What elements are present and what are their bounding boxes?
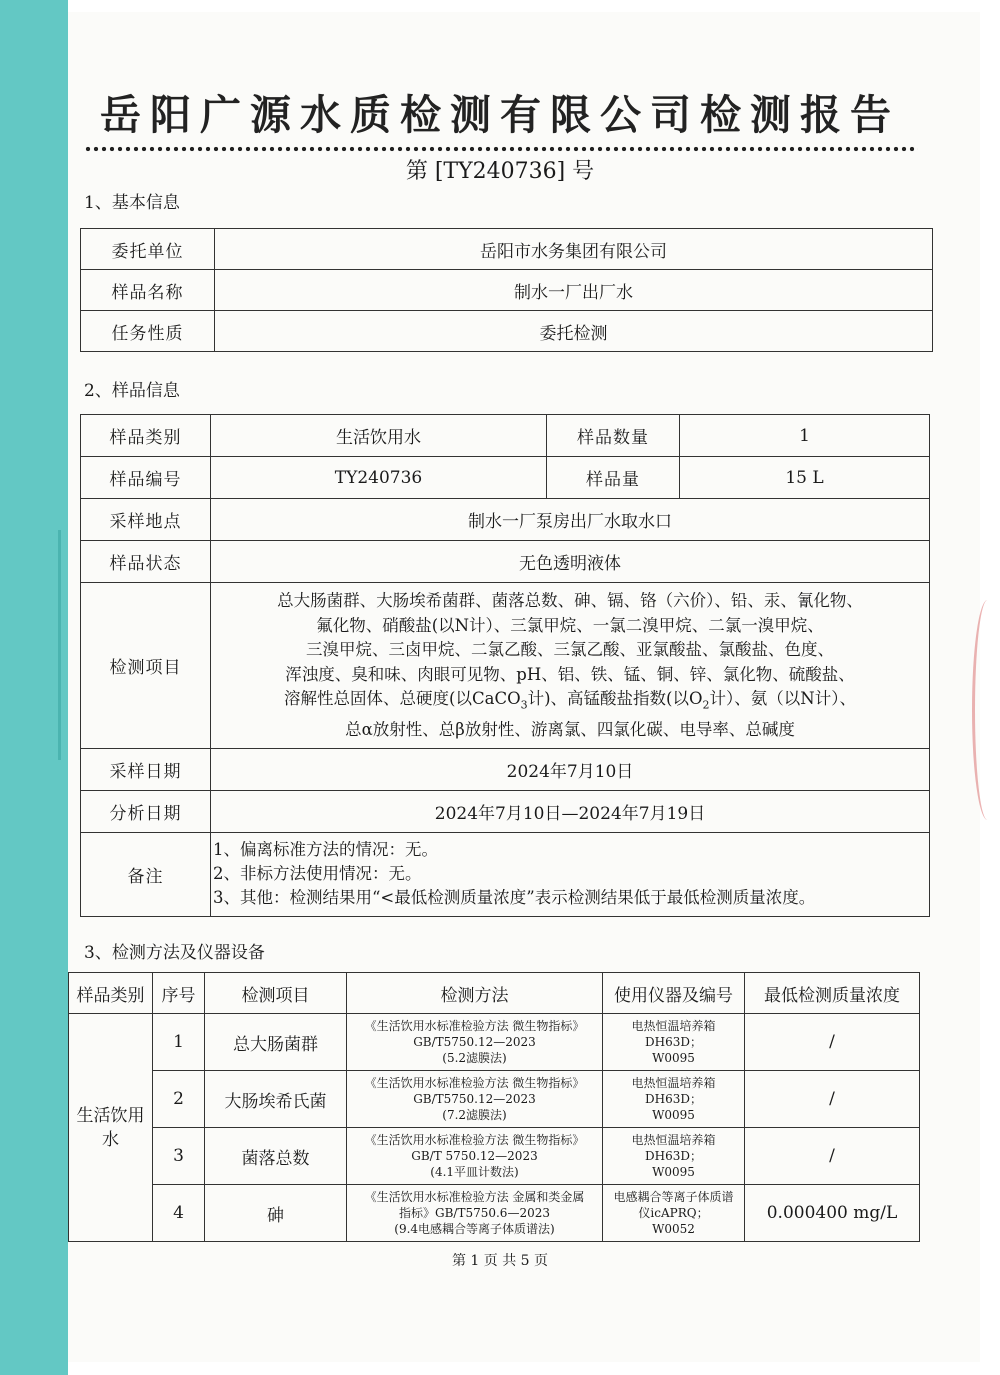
row-no: 3 [153,1128,205,1185]
items-line: 总α放射性、总β放射性、游离氯、四氯化碳、电导率、总碱度 [345,719,795,739]
instrument-line: DH63D； [645,1149,702,1163]
scan-margin-strip [0,0,68,1375]
instrument-line: 电热恒温培养箱 [631,1133,716,1147]
table-row [69,1071,920,1128]
instrument-line: DH63D； [645,1035,702,1049]
col-header: 检测方法 [347,973,603,1014]
instrument-line: DH63D； [645,1092,702,1106]
row-no: 2 [153,1071,205,1128]
method-line: 《生活饮用水标准检验方法 微生物指标》 [364,1019,585,1033]
table-row [81,583,930,749]
row-limit: / [745,1014,920,1071]
table-header-row [69,973,920,1014]
items-text: 溶解性总固体、总硬度(以CaCO [284,689,521,708]
table-row [81,311,933,352]
table-row [81,541,930,583]
col-header: 样品类别 [69,973,153,1014]
row-item: 砷 [205,1185,347,1242]
method-line: 《生活饮用水标准检验方法 金属和类金属 [364,1190,585,1204]
table-row [81,833,930,917]
sample-info-table [80,414,930,917]
row-instrument [603,1014,745,1071]
row-instrument [603,1071,745,1128]
basic-info-table [80,228,933,352]
notes-label: 备注 [81,833,211,917]
items-line: 氟化物、硝酸盐(以N计）、三氯甲烷、一氯二溴甲烷、二氯一溴甲烷、 [316,615,824,635]
method-line: GB/T5750.12—2023 [413,1035,536,1049]
items-text: 计)、高锰酸盐指数(以O [527,689,703,708]
report-number: 第 [TY240736] 号 [405,159,595,184]
note-line: 1、偏离标准方法的情况：无。 [213,839,438,859]
test-items [211,583,930,749]
quantity-value: 1 [680,415,930,457]
sampling-date-label: 采样日期 [81,749,211,791]
instrument-line: W0095 [652,1108,695,1122]
report-title: 岳阳广源水质检测有限公司检测报告 [100,91,900,139]
items-line [219,687,921,718]
notes [211,833,930,917]
note-line: 2、非标方法使用情况：无。 [213,863,422,883]
section-basic-title: 1、基本信息 [84,193,180,213]
row-limit: / [745,1128,920,1185]
items-line: 三溴甲烷、三卤甲烷、二氯乙酸、三氯乙酸、亚氯酸盐、氯酸盐、色度、 [306,640,834,659]
instrument-line: 仪icAPRQ； [638,1206,709,1220]
row-method [347,1128,603,1185]
amount-value: 15 L [680,457,930,499]
state-label: 样品状态 [81,541,211,583]
row-instrument [603,1128,745,1185]
row-limit: / [745,1071,920,1128]
items-line: 浑浊度、臭和味、肉眼可见物、pH、铝、铁、锰、铜、锌、氯化物、硫酸盐、 [285,664,855,684]
binding-mark [58,530,61,760]
method-line: 《生活饮用水标准检验方法 微生物指标》 [364,1133,585,1147]
method-line: 《生活饮用水标准检验方法 微生物指标》 [364,1076,585,1090]
col-header: 序号 [153,973,205,1014]
code-label: 样品编号 [81,457,211,499]
note-line: 3、其他：检测结果用“<最低检测质量浓度”表示检测结果低于最低检测质量浓度。 [213,887,816,907]
category-cell: 生活饮用水 [69,1014,153,1242]
title-divider [84,146,918,152]
table-row [81,791,930,833]
row-no: 4 [153,1185,205,1242]
instrument-line: W0052 [652,1222,695,1236]
section-method-title: 3、检测方法及仪器设备 [84,943,265,963]
seal-stamp-edge [972,600,1000,820]
analysis-date-value: 2024年7月10日—2024年7月19日 [211,791,930,833]
analysis-date-label: 分析日期 [81,791,211,833]
row-method [347,1014,603,1071]
client-label: 委托单位 [81,229,215,270]
row-method [347,1071,603,1128]
method-line: GB/T 5750.12—2023 [411,1149,538,1163]
table-row [81,457,930,499]
table-row [81,270,933,311]
table-row [81,749,930,791]
row-limit: 0.000400 mg/L [745,1185,920,1242]
instrument-line: W0095 [652,1165,695,1179]
method-line: (7.2滤膜法) [442,1108,507,1122]
method-line: (5.2滤膜法) [442,1051,507,1065]
col-header: 最低检测质量浓度 [745,973,920,1014]
row-item: 大肠埃希氏菌 [205,1071,347,1128]
col-header: 使用仪器及编号 [603,973,745,1014]
row-item: 总大肠菌群 [205,1014,347,1071]
subscript: 2 [702,698,710,712]
col-header: 检测项目 [205,973,347,1014]
section-sample-title: 2、样品信息 [84,381,180,401]
quantity-label: 样品数量 [547,415,680,457]
category-value: 生活饮用水 [211,415,547,457]
row-item: 菌落总数 [205,1128,347,1185]
items-line: 总大肠菌群、大肠埃希菌群、菌落总数、砷、镉、铬（六价）、铅、汞、氰化物、 [277,591,863,610]
sample-name-value: 制水一厂出厂水 [215,270,933,311]
method-line: GB/T5750.12—2023 [413,1092,536,1106]
table-row [69,1014,920,1071]
method-table [68,972,920,1242]
row-instrument [603,1185,745,1242]
category-label: 样品类别 [81,415,211,457]
subscript: 3 [520,698,528,712]
site-value: 制水一厂泵房出厂水取水口 [211,499,930,541]
row-method [347,1185,603,1242]
method-line: 指标》GB/T5750.6—2023 [399,1206,550,1220]
client-value: 岳阳市水务集团有限公司 [215,229,933,270]
amount-label: 样品量 [547,457,680,499]
page-footer: 第 1 页 共 5 页 [451,1253,549,1269]
items-text: 计）、氨（以N计）、 [709,689,856,708]
instrument-line: 电感耦合等离子体质谱 [613,1190,734,1204]
sample-name-label: 样品名称 [81,270,215,311]
row-no: 1 [153,1014,205,1071]
state-value: 无色透明液体 [211,541,930,583]
sampling-date-value: 2024年7月10日 [211,749,930,791]
code-value: TY240736 [211,457,547,499]
task-nature-value: 委托检测 [215,311,933,352]
task-nature-label: 任务性质 [81,311,215,352]
site-label: 采样地点 [81,499,211,541]
instrument-line: W0095 [652,1051,695,1065]
method-line: (4.1平皿计数法) [430,1165,519,1179]
method-line: (9.4电感耦合等离子体质谱法) [394,1222,555,1236]
table-row [81,499,930,541]
table-row [81,229,933,270]
table-row [81,415,930,457]
items-label: 检测项目 [81,583,211,749]
instrument-line: 电热恒温培养箱 [631,1076,716,1090]
table-row [69,1185,920,1242]
instrument-line: 电热恒温培养箱 [631,1019,716,1033]
table-row [69,1128,920,1185]
